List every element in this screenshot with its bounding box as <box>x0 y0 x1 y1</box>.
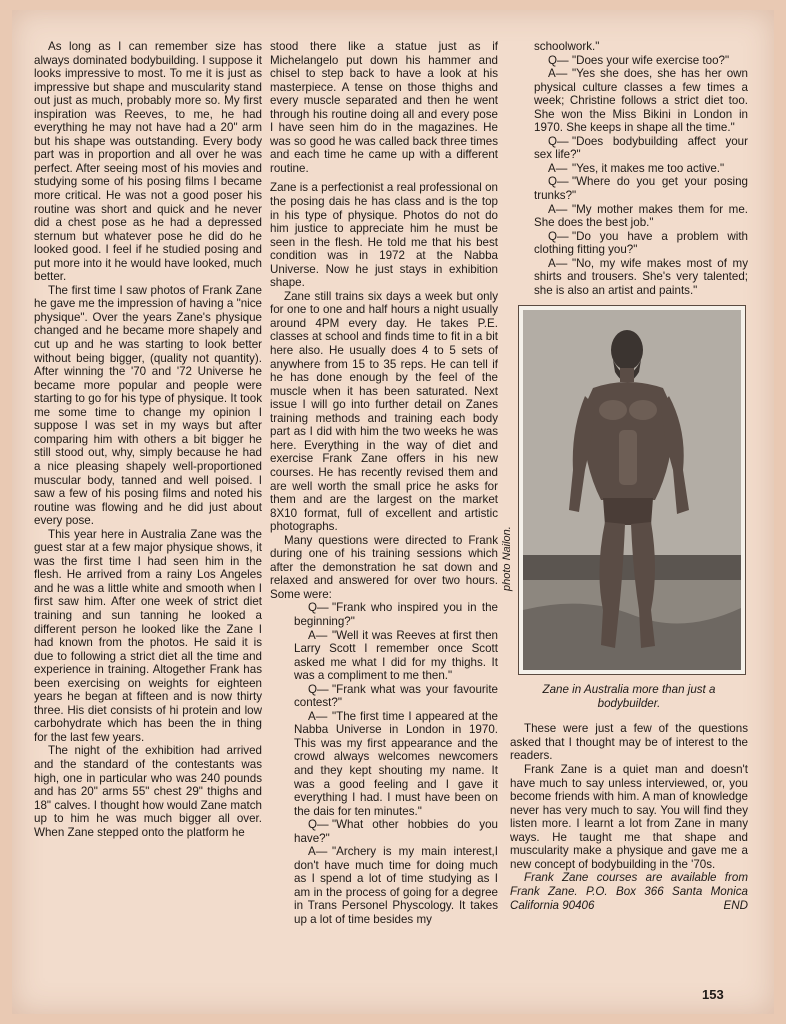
magazine-page <box>12 10 774 1014</box>
qa-item <box>270 710 498 818</box>
photo-credit: photo Nailon. <box>501 526 513 592</box>
qa-label: Q— <box>548 175 569 189</box>
qa-label: Q— <box>308 818 329 832</box>
qa-text: "Archery is my main interest,I don't have much time for doing much as I spend a lot of time studying as I am in the process of going for a degree in Trans Personel Physcology. It takes up a lot of time besides my <box>294 845 498 926</box>
qa-label: A— <box>308 709 328 723</box>
qa-label: Q— <box>548 229 569 243</box>
course-address <box>510 871 748 912</box>
qa-item <box>510 162 748 176</box>
qa-item <box>510 67 748 135</box>
qa-text: "Do you have a problem with clothing fitting you?" <box>534 229 748 257</box>
paragraph: Many questions were directed to Frank during one of his training sessions which after the demonstration he sat down and relaxed and answered for over two hours. Some were: <box>270 533 498 601</box>
qa-label: Q— <box>308 601 329 615</box>
qa-label: A— <box>308 628 328 642</box>
qa-item <box>510 135 748 162</box>
qa-label: A— <box>548 202 568 216</box>
qa-label: Q— <box>548 134 569 148</box>
qa-text: "My mother makes them for me. She does the best job." <box>534 202 748 230</box>
paragraph: This year here in Australia Zane was the guest star at a few major physique shows, it was the first time I had seen him in the flesh. He arrived from a rainy Los Angeles and he was a little white and smooth when I first saw him. After one week of strict diet training and sun tanning he looked a different person he looked like the Zane I had known from the photos. He said it is due to following a strict diet all the time and experience in training. Altogether Frank has been exercising on weights for eighteen years he began at fifteen and is now thirty three. His diet consists of hi protein and low carbohydrate which has been the in thing for the last few years. <box>34 527 262 744</box>
bodybuilder-photo <box>523 310 741 670</box>
qa-text: "Yes she does, she has her own physical culture classes a few times a week; Christine follows a strict diet too. She won the Miss Bikini in London in 1970. She keeps in shape all the time." <box>534 67 748 135</box>
column-2 <box>270 40 498 927</box>
qa-item <box>270 629 498 683</box>
qa-label: A— <box>308 845 328 859</box>
qa-item <box>510 257 748 298</box>
column-3 <box>501 40 748 912</box>
qa-item <box>270 818 498 845</box>
qa-text: "Does bodybuilding affect your sex life?" <box>534 134 748 162</box>
end-mark: END <box>723 898 748 912</box>
qa-text: "The first time I appeared at the Nabba Universe in London in 1970. This was my first appearance and the crowd always welcomes newcomers and they kept shouting my name. It was a good feeling and I gave it everything I had. I must have been on the dais for ten minutes." <box>294 709 498 818</box>
column-1 <box>34 40 262 839</box>
qa-text: "Well it was Reeves at first then Larry Scott I remember once Scott asked me what I did for my thighs. It was a compliment to me then." <box>294 628 498 683</box>
paragraph: Zane is a perfectionist a real professional on the posing dais he has class and is the top in his type of physique. Photos do not do him justice to appreciate him he must be seen in the flesh. He told me that his best condition was in 1972 at the Nabba Universe. Now he just stays in exhibition shape. <box>270 181 498 290</box>
paragraph: Frank Zane is a quiet man and doesn't have much to say unless interviewed, or, you become friends with him. A man of knowledge never has very much to say. You will find they listen more. I learnt a lot from Zane in many ways. He taught me that shape and muscularity make a physique and gave me a new concept of bodybuilding in the '70s. <box>510 763 748 871</box>
qa-text: "Frank what was your favourite contest?" <box>294 682 498 710</box>
qa-text: "What other hobbies do you have?" <box>294 818 498 845</box>
paragraph: These were just a few of the questions asked that I thought may be of interest to the readers. <box>510 722 748 763</box>
qa-list <box>270 601 498 926</box>
qa-continuation: schoolwork." <box>534 40 600 53</box>
photo-caption: Zane in Australia more than just a bodybuilder. <box>542 683 716 710</box>
qa-label: A— <box>548 67 568 81</box>
qa-item <box>510 54 748 68</box>
qa-list <box>510 54 748 298</box>
qa-label: A— <box>548 161 568 175</box>
qa-text: "Yes, it makes me too active." <box>572 161 725 175</box>
qa-item <box>270 683 498 710</box>
paragraph: As long as I can remember size has always dominated bodybuilding. I suppose it looks impressive to most. To me it is just as impressive but shape and muscularity stand out just as much, probably more so. My first inspiration was Reeves, to me, he had everything he may not have had a 20" arm but his shape was outstanding. Every body part was in proportion and all over he was perfect. After seeing most of his movies and studying some of his posing films I became more critical. He was not a good poser his routine was short and quick and he never did a chest pose as he had a depressed sternum but whatever pose he did do he looked good. I feel if he studied posing and put more into it he would have looked, much better. <box>34 40 262 284</box>
qa-text: "No, my wife makes most of my shirts and trousers. She's very talented; she is also an artist and paints." <box>534 256 748 297</box>
qa-item <box>510 175 748 202</box>
qa-item <box>270 601 498 628</box>
paragraph: Zane still trains six days a week but only for one to one and half hours a night usually around 4PM every day. He takes P.E. classes at school and finds time to fit in a bit here also. He usually does 4 to 5 sets of anywhere from 15 to 35 reps. He can tell if he has done enough by the feel of the muscle when it has been saturated. Next issue I will go into further detail on Zanes training methods and training each body part as I did with him the two weeks he was here. Everything in the way of diet and exercise Frank Zane offers in his new courses. He has recently revised them and are well worth the small price he asks for them and are the largest on the market 8X10 format, full of excellent and artistic photographs. <box>270 289 498 534</box>
qa-text: "Does your wife exercise too?" <box>572 53 730 67</box>
qa-label: A— <box>548 256 568 270</box>
paragraph: The night of the exhibition had arrived and the standard of the contestants was high, one in particular who was 240 pounds and has 20" arms 55" chest 29" thighs and 18" calves. I thought how would Zane match up to him he was much bigger all over. When Zane stepped onto the platform he <box>34 744 262 839</box>
qa-item <box>270 845 498 926</box>
qa-item <box>510 203 748 230</box>
course-address-text: Frank Zane courses are available from Frank Zane. P.O. Box 366 Santa Monica California 90406 <box>510 871 748 912</box>
qa-text: "Frank who inspired you in the beginning?" <box>294 601 498 628</box>
qa-label: Q— <box>308 682 329 696</box>
qa-text: "Where do you get your posing trunks?" <box>534 175 748 203</box>
qa-item <box>510 230 748 257</box>
qa-label: Q— <box>548 53 569 67</box>
page-number: 153 <box>702 987 724 1002</box>
paragraph: The first time I saw photos of Frank Zane he gave me the impression of having a "nice physique". Over the years Zane's physique changed and he became more shapely and cut up and he was starting to look better without being bigger, (quality not quantity). After winning the '70 and '72 Universe he became more popular and people were starting to go for his type of physique. It took me some time to change my opinion I suppose I was set in my ways but after comparing him with others a bit bigger he still stood out, why, simply because he had a nice pleasing shapely well-proportioned muscular body, tanned and well poised. I saw a few of his posing films and noted his routine was flowing and he did just about every pose. <box>34 283 262 528</box>
photo-frame <box>501 305 746 675</box>
bodybuilder-figure <box>523 310 741 670</box>
paragraph: stood there like a statue just as if Michelangelo put down his hammer and chisel to step back to have a look at his masterpiece. A tense on those thighs and every muscle separated and then he went through his routine doing all and every pose I have seen him do in the magazines. He was so good he was called back three times and each time he came up with a different routine. <box>270 40 498 175</box>
